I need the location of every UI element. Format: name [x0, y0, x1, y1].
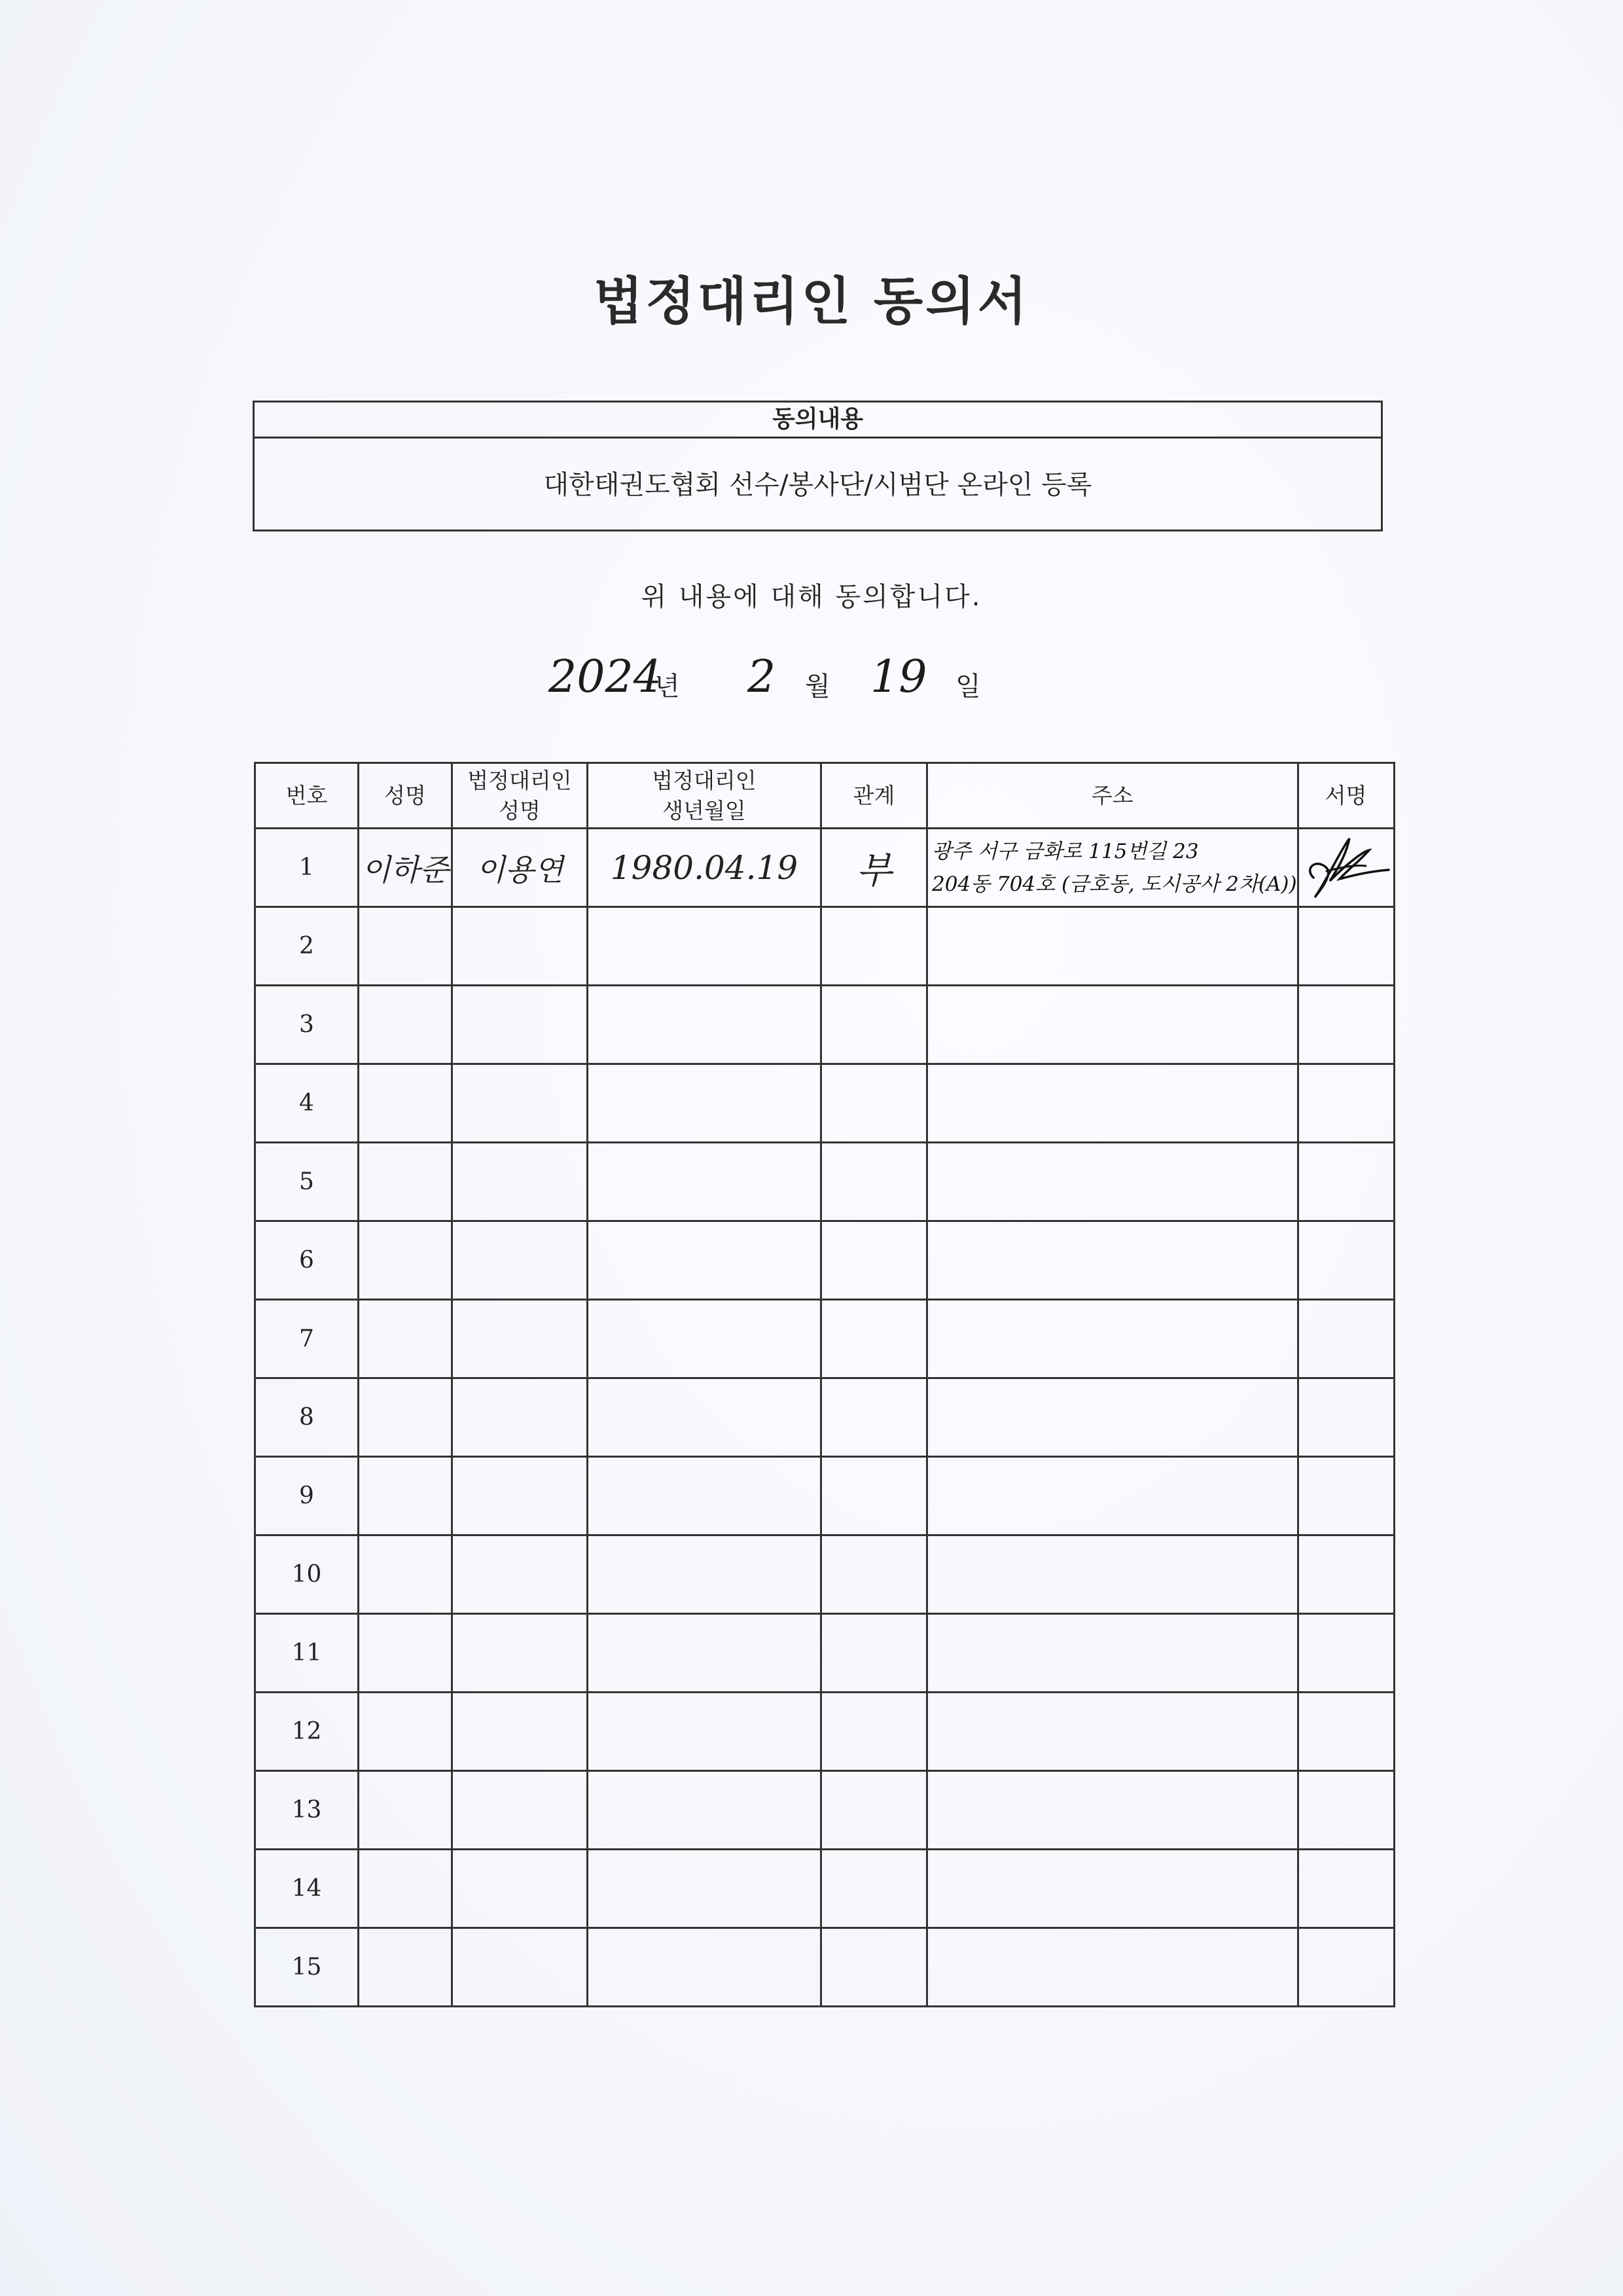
date-year: 2024	[548, 651, 662, 703]
consent-content: 대한태권도협회 선수/봉사단/시범단 온라인 등록	[543, 470, 1092, 500]
table-row	[255, 1771, 1395, 1850]
table-row	[255, 1614, 1395, 1693]
header-rep-birth	[588, 763, 821, 829]
header-relation: 관계	[821, 763, 927, 829]
row-number: 11	[255, 1614, 359, 1693]
row-number: 15	[255, 1928, 359, 2007]
header-address: 주소	[927, 763, 1298, 829]
row-number: 6	[255, 1221, 359, 1300]
table-row	[255, 1378, 1395, 1457]
row-number: 4	[255, 1064, 359, 1143]
table-row	[255, 1850, 1395, 1928]
date-day-unit: 일	[955, 672, 981, 702]
header-rep-name	[452, 763, 588, 829]
row-number: 7	[255, 1300, 359, 1378]
row-number: 10	[255, 1535, 359, 1614]
row-number: 2	[255, 907, 359, 986]
row-number: 13	[255, 1771, 359, 1850]
row-rep-name: 이용연	[452, 829, 588, 907]
row-number: 1	[255, 829, 359, 907]
row-number: 12	[255, 1693, 359, 1771]
row-number: 14	[255, 1850, 359, 1928]
date-month-unit: 월	[805, 672, 830, 702]
header-rep-birth-line2: 생년월일	[662, 797, 746, 823]
table-row	[255, 1064, 1395, 1143]
row-number: 9	[255, 1457, 359, 1535]
header-rep-birth-line1: 법정대리인	[652, 767, 757, 793]
page-title: 법정대리인 동의서	[594, 272, 1029, 331]
table-row	[255, 986, 1395, 1064]
row-number: 8	[255, 1378, 359, 1457]
row-rep-birth: 1980.04.19	[588, 829, 821, 907]
row-signature	[1298, 829, 1394, 907]
table-row	[255, 1693, 1395, 1771]
row-relation: 부	[821, 829, 927, 907]
table-row	[255, 907, 1395, 986]
table-row	[255, 1300, 1395, 1378]
date-month: 2	[747, 651, 776, 703]
date-day: 19	[870, 651, 927, 703]
row-address	[927, 829, 1298, 907]
date-year-unit: 년	[654, 672, 680, 702]
row-number: 3	[255, 986, 359, 1064]
agree-statement: 위 내용에 대해 동의합니다.	[641, 582, 982, 612]
header-rep-name-line1: 법정대리인	[467, 767, 572, 793]
table-row	[255, 1143, 1395, 1221]
header-signature: 서명	[1298, 763, 1394, 829]
row-name: 이하준	[359, 829, 452, 907]
table-row	[255, 1457, 1395, 1535]
table-row	[255, 829, 1395, 907]
row-address-line1: 광주 서구 금화로 115번길 23	[932, 839, 1199, 863]
table-row	[255, 1221, 1395, 1300]
guardian-table	[254, 762, 1395, 2007]
consent-heading: 동의내용	[255, 403, 1381, 439]
row-address-line2: 204동 704호 (금호동, 도시공사 2차(A))	[932, 872, 1297, 896]
table-row	[255, 1535, 1395, 1614]
table-header-row	[255, 763, 1395, 829]
header-rep-name-line2: 성명	[499, 797, 541, 823]
header-number: 번호	[255, 763, 359, 829]
table-row	[255, 1928, 1395, 2007]
row-number: 5	[255, 1143, 359, 1221]
handwritten-signature	[1300, 832, 1392, 904]
header-name: 성명	[359, 763, 452, 829]
consent-box	[253, 401, 1383, 531]
date-line	[0, 651, 1623, 717]
